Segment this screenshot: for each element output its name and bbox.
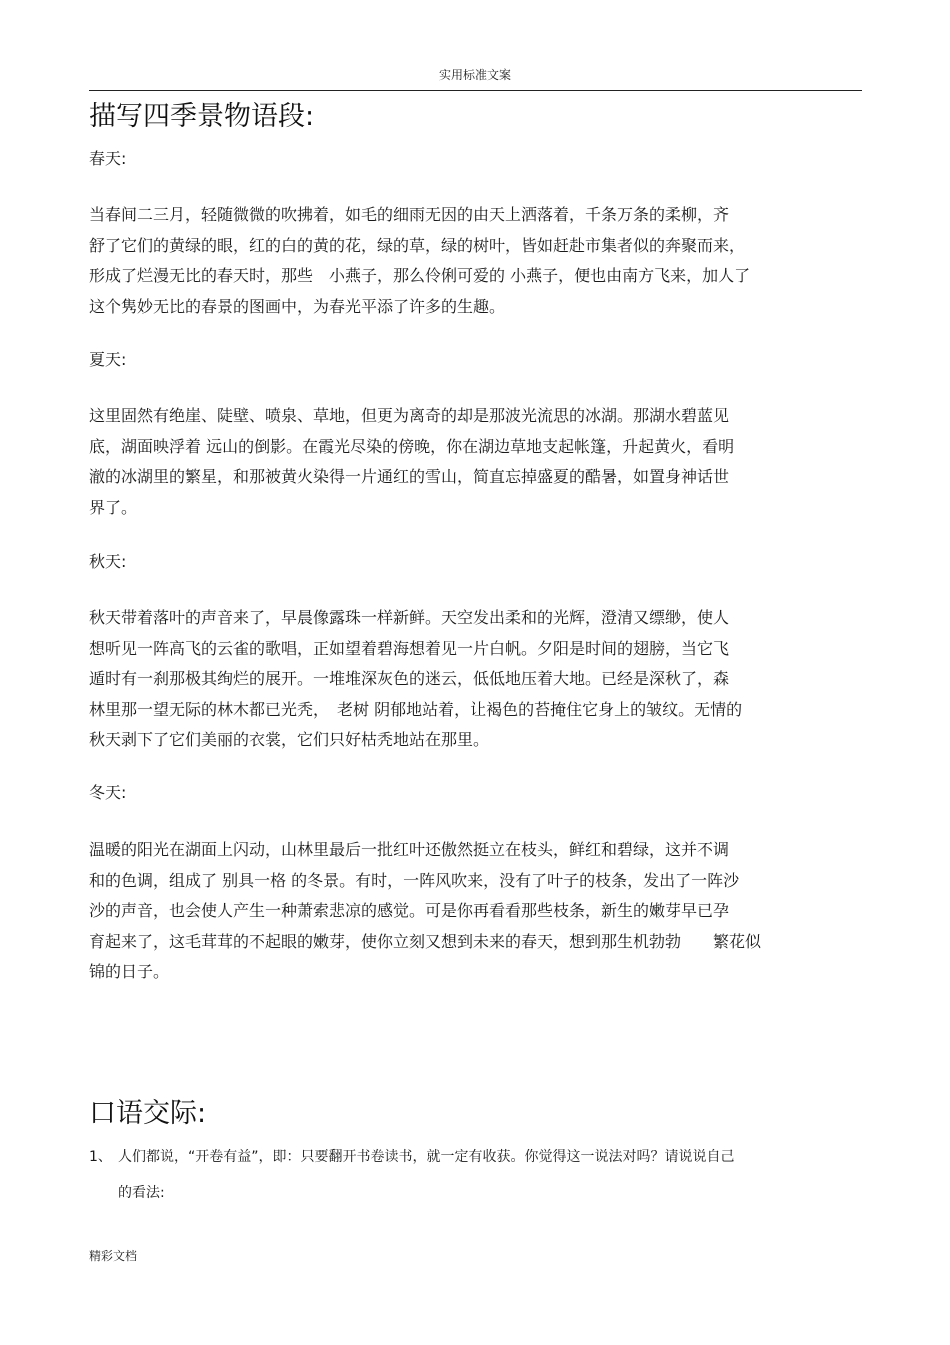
page-footer: 精彩文档 [89,1249,138,1263]
question-text-continued: 的看法: [118,1185,165,1201]
question-text: 人们都说，“开卷有益”，即：只要翻开书卷读书，就一定有收获。你觉得这一说法对吗？请说说自己 [118,1149,735,1165]
paragraph-line: 澈的冰湖里的繁星，和那被黄火染得一片通红的雪山，简直忘掉盛夏的酷暑，如置身神话世 [89,467,730,486]
paragraph-line: 底，湖面映浮着 远山的倒影。在霞光尽染的傍晚，你在湖边草地支起帐篷，升起黄火，看明 [89,436,735,456]
season-label-spring: 春天: [89,149,127,168]
paragraph-line: 锦的日子。 [89,962,170,981]
paragraph-line: 温暖的阳光在湖面上闪动，山林里最后一批红叶还傲然挺立在枝头，鲜红和碧绿，这并不调 [89,840,730,859]
paragraph-line: 秋天剥下了它们美丽的衣裳，它们只好枯秃地站在那里。 [89,730,490,749]
paragraph-winter [89,835,859,988]
paragraph-spring [89,200,859,322]
season-label-autumn: 秋天: [89,552,127,571]
paragraph-line: 沙的声音，也会使人产生一种萧索悲凉的感觉。可是你再看看那些枝条，新生的嫩芽早已孕 [89,901,730,920]
paragraph-summer [89,401,859,523]
section-title-oral: 口语交际: [89,1098,207,1129]
question-number: 1、 [89,1149,112,1165]
paragraph-line: 当春间二三月，轻随微微的吹拂着，如毛的细雨无因的由天上洒落着，千条万条的柔柳，齐 [89,205,730,224]
paragraph-line: 遁时有一刹那极其绚烂的展开。一堆堆深灰色的迷云，低低地压着大地。已经是深秋了，森 [89,669,730,688]
paragraph-line: 想听见一阵高飞的云雀的歌唱，正如望着碧海想着见一片白帆。夕阳是时间的翅膀，当它飞 [89,638,730,658]
season-label-summer: 夏天: [89,350,127,369]
paragraph-line: 林里那一望无际的林木都已光秃， 老树 阴郁地站着，让褐色的苔掩住它身上的皱纹。无情的 [89,699,743,719]
paragraph-line: 界了。 [89,497,138,517]
paragraph-line: 这里固然有绝崖、陡壁、喷泉、草地，但更为离奇的却是那波光流思的冰湖。那湖水碧蓝见 [89,406,730,425]
header-divider [89,90,862,91]
paragraph-line: 育起来了，这毛茸茸的不起眼的嫩芽，使你立刻又想到未来的春天，想到那生机勃勃 繁花似 [89,931,762,951]
page-header: 实用标准文案 [438,68,511,82]
paragraph-line: 秋天带着落叶的声音来了，早晨像露珠一样新鲜。天空发出柔和的光辉，澄清又缥缈，使人 [89,608,730,627]
paragraph-line: 和的色调，组成了 别具一格 的冬景。有时，一阵风吹来，没有了叶子的枝条，发出了一阵沙 [89,870,740,890]
paragraph-line: 舒了它们的黄绿的眼，红的白的黄的花，绿的草，绿的树叶，皆如赶赴市集者似的奔聚而来， [89,235,746,255]
section-title-seasons: 描写四季景物语段: [89,101,315,132]
paragraph-autumn [89,603,859,756]
season-label-winter: 冬天: [89,783,127,802]
paragraph-line: 形成了烂漫无比的春天时，那些 小燕子，那么伶俐可爱的 小燕子，便也由南方飞来，加人了 [89,266,751,285]
paragraph-line: 这个隽妙无比的春景的图画中，为春光平添了许多的生趣。 [89,296,506,316]
